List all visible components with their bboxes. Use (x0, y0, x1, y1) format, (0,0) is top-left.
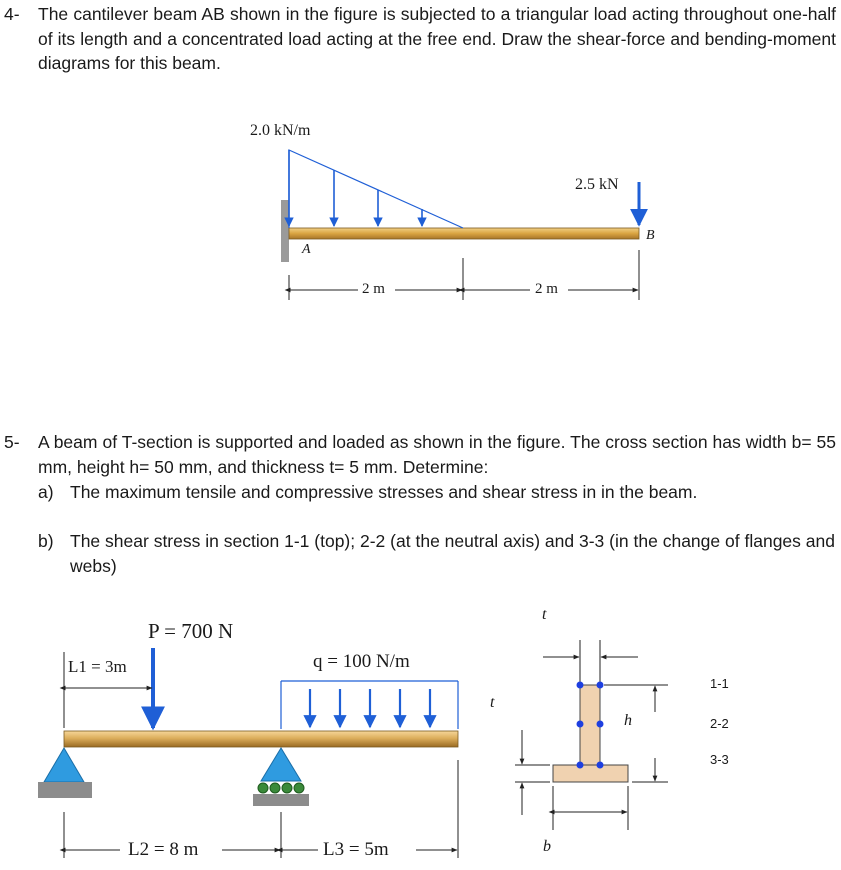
b-label: b (543, 838, 551, 855)
subquestion-text: The shear stress in section 1-1 (top); 2-2 (at the neutral axis) and 3-3 (in the change of flanges and webs) (70, 531, 835, 576)
roller-wheel (258, 783, 268, 793)
section-2-2-label: 2-2 (710, 716, 729, 731)
question-text: A beam of T-section is supported and loaded as shown in the figure. The cross section has width b= 55 mm, height h= 50 mm, and thickness t= 5 mm. Determine: (38, 432, 836, 477)
triangular-load (289, 150, 463, 228)
section-point-1-1 (597, 682, 604, 689)
t-side-label: t (490, 694, 495, 711)
roller-wheel (270, 783, 280, 793)
section-point-3-3 (597, 762, 604, 769)
ground-hatch (38, 782, 92, 798)
question-number: 4- (4, 4, 20, 24)
l2-label: L2 = 8 m (128, 839, 199, 860)
wall-support (281, 200, 289, 262)
pin-support (44, 748, 84, 782)
point-a-label: A (302, 242, 311, 257)
l1-label: L1 = 3m (68, 657, 127, 676)
point-b-label: B (646, 228, 655, 243)
ground-hatch (253, 794, 309, 806)
l3-label: L3 = 5m (323, 839, 389, 860)
section-point-3-3 (577, 762, 584, 769)
subquestion-label: b) (38, 531, 54, 551)
question-text: The cantilever beam AB shown in the figure is subjected to a triangular load acting throughout one-half of its length and a concentrated load acting at the free end. Draw the shear-force and bending-moment diagrams for this beam. (38, 4, 836, 73)
cantilever-beam (289, 228, 639, 239)
section-3-3-label: 3-3 (710, 752, 729, 767)
section-point-2-2 (577, 721, 584, 728)
udl-q-label: q = 100 N/m (313, 651, 410, 672)
point-load-label: 2.5 kN (575, 176, 619, 193)
question-number: 5- (4, 432, 20, 452)
dim-right-label: 2 m (535, 281, 558, 297)
section-point-2-2 (597, 721, 604, 728)
t-section-web (580, 685, 600, 765)
t-top-label: t (542, 606, 547, 623)
subquestion-label: a) (38, 482, 54, 502)
section-1-1-label: 1-1 (710, 676, 729, 691)
section-point-1-1 (577, 682, 584, 689)
roller-wheel (294, 783, 304, 793)
roller-wheel (282, 783, 292, 793)
subquestion-text: The maximum tensile and compressive stresses and shear stress in in the beam. (70, 482, 698, 502)
dim-left-label: 2 m (362, 281, 385, 297)
t-beam (64, 731, 458, 747)
h-label: h (624, 712, 632, 729)
load-intensity-label: 2.0 kN/m (250, 122, 311, 139)
t-section-flange (553, 765, 628, 782)
point-load-p-label: P = 700 N (148, 619, 234, 643)
roller-support (261, 748, 301, 781)
